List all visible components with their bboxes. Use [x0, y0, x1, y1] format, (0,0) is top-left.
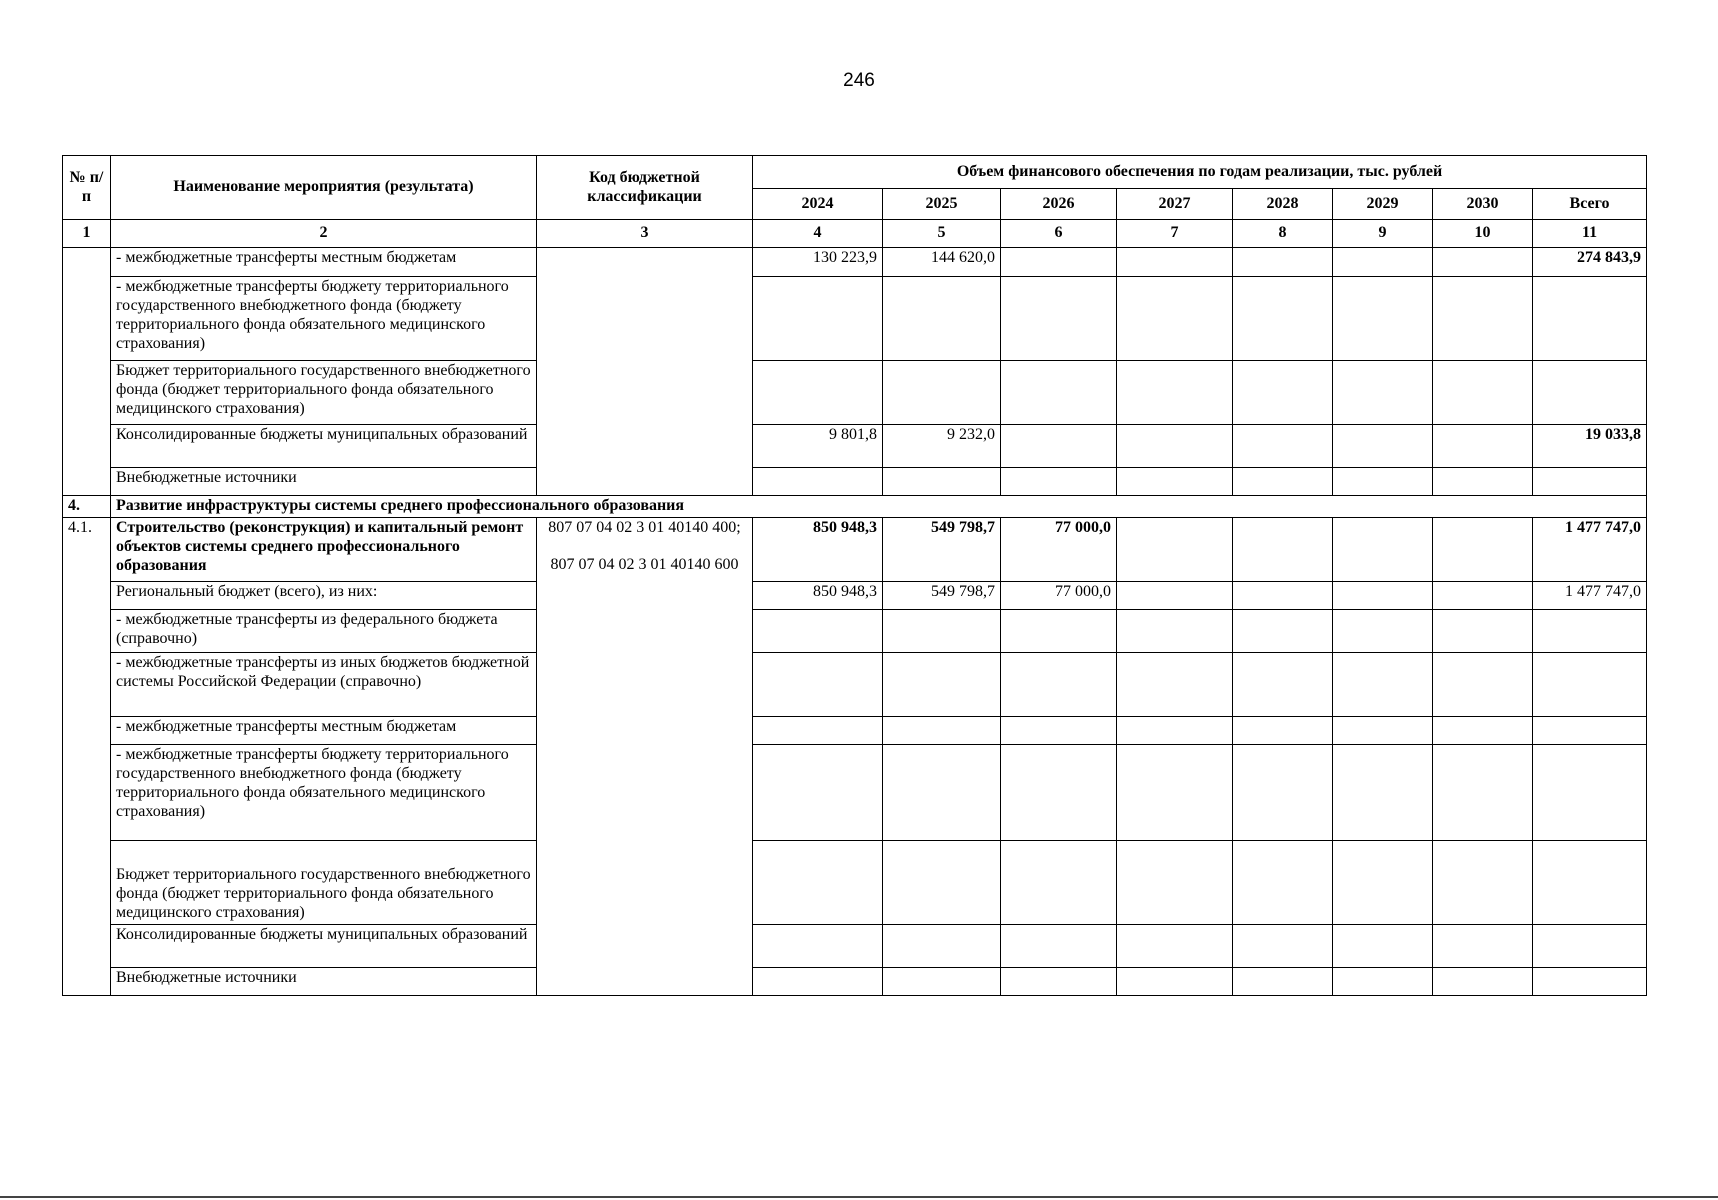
cell-2029 — [1333, 425, 1433, 468]
cell-total: 19 033,8 — [1533, 425, 1647, 468]
header-year: 2025 — [883, 189, 1001, 220]
cell-2030 — [1433, 609, 1533, 652]
cell-2026: 77 000,0 — [1001, 581, 1117, 609]
cell-total — [1533, 361, 1647, 425]
cell-2026 — [1001, 248, 1117, 277]
cell-2024 — [753, 277, 883, 361]
cell-2028 — [1233, 840, 1333, 924]
col-number: 7 — [1117, 220, 1233, 248]
cell-2025 — [883, 277, 1001, 361]
header-year: 2026 — [1001, 189, 1117, 220]
cell-2025 — [883, 609, 1001, 652]
cell-total — [1533, 277, 1647, 361]
cell-2029 — [1333, 361, 1433, 425]
cell-2029 — [1333, 652, 1433, 716]
cell-2028 — [1233, 581, 1333, 609]
col-number: 4 — [753, 220, 883, 248]
section-num: 4. — [63, 496, 111, 518]
table-row — [63, 652, 1647, 716]
table-row — [63, 277, 1647, 361]
cell-2026 — [1001, 468, 1117, 496]
cell-total — [1533, 716, 1647, 744]
row-name: Консолидированные бюджеты муниципальных образований — [111, 425, 537, 468]
cell-2030 — [1433, 716, 1533, 744]
cell-2029 — [1333, 609, 1433, 652]
cell-2027 — [1117, 361, 1233, 425]
table-row — [63, 425, 1647, 468]
cell-2030 — [1433, 248, 1533, 277]
cell-2026 — [1001, 652, 1117, 716]
table-row — [63, 609, 1647, 652]
cell-2030 — [1433, 967, 1533, 995]
header-code: Код бюджетной классификации — [537, 156, 753, 220]
cell-2024 — [753, 609, 883, 652]
cell-total: 1 477 747,0 — [1533, 517, 1647, 581]
cell-2027 — [1117, 425, 1233, 468]
cell-2030 — [1433, 277, 1533, 361]
section-title: Развитие инфраструктуры системы среднего профессионального образования — [111, 496, 1647, 518]
col-number: 6 — [1001, 220, 1117, 248]
cell-total: 1 477 747,0 — [1533, 581, 1647, 609]
cell-2024: 850 948,3 — [753, 517, 883, 581]
row-name: - межбюджетные трансферты бюджету территориального государственного внебюджетного фонда (бюджету территориального фонда обязательного медицинского страхования) — [111, 277, 537, 361]
cell-2028 — [1233, 517, 1333, 581]
cell-2028 — [1233, 609, 1333, 652]
row-name: Внебюджетные источники — [111, 967, 537, 995]
cell-2028 — [1233, 425, 1333, 468]
cell-2027 — [1117, 468, 1233, 496]
cell-2029 — [1333, 924, 1433, 967]
cell-2024: 130 223,9 — [753, 248, 883, 277]
cell-2030 — [1433, 581, 1533, 609]
row-code — [537, 517, 753, 995]
cell-2027 — [1117, 967, 1233, 995]
cell-2026 — [1001, 361, 1117, 425]
cell-total — [1533, 468, 1647, 496]
cell-2029 — [1333, 581, 1433, 609]
table-row — [63, 468, 1647, 496]
cell-2027 — [1117, 744, 1233, 840]
header-year: 2030 — [1433, 189, 1533, 220]
table-row — [63, 517, 1647, 581]
cell-2028 — [1233, 248, 1333, 277]
cell-2029 — [1333, 248, 1433, 277]
row-name: Бюджет территориального государственного внебюджетного фонда (бюджет территориального фонда обязательного медицинского страхования) — [111, 840, 537, 924]
cell-total — [1533, 924, 1647, 967]
cell-2024 — [753, 716, 883, 744]
row-code — [537, 248, 753, 496]
cell-2027 — [1117, 609, 1233, 652]
cell-2030 — [1433, 744, 1533, 840]
cell-2025 — [883, 840, 1001, 924]
cell-2024 — [753, 924, 883, 967]
cell-2030 — [1433, 361, 1533, 425]
cell-total — [1533, 967, 1647, 995]
scan-edge-line — [0, 1196, 1718, 1198]
cell-total — [1533, 652, 1647, 716]
cell-2025 — [883, 967, 1001, 995]
cell-2024 — [753, 361, 883, 425]
cell-2027 — [1117, 517, 1233, 581]
cell-2026: 77 000,0 — [1001, 517, 1117, 581]
cell-2030 — [1433, 652, 1533, 716]
page-number: 246 — [843, 70, 875, 91]
cell-2029 — [1333, 840, 1433, 924]
table-row — [63, 744, 1647, 840]
row-name: - межбюджетные трансферты из иных бюджетов бюджетной системы Российской Федерации (справочно) — [111, 652, 537, 716]
cell-2025 — [883, 744, 1001, 840]
row-name: Региональный бюджет (всего), из них: — [111, 581, 537, 609]
cell-2025 — [883, 652, 1001, 716]
table-row — [63, 716, 1647, 744]
financing-table — [62, 155, 1647, 996]
row-name: Бюджет территориального государственного внебюджетного фонда (бюджет территориального фонда обязательного медицинского страхования) — [111, 361, 537, 425]
cell-2029 — [1333, 967, 1433, 995]
cell-2027 — [1117, 581, 1233, 609]
cell-2028 — [1233, 744, 1333, 840]
cell-2030 — [1433, 468, 1533, 496]
cell-2030 — [1433, 517, 1533, 581]
cell-2030 — [1433, 425, 1533, 468]
row-name: - межбюджетные трансферты местным бюджетам — [111, 716, 537, 744]
cell-2027 — [1117, 840, 1233, 924]
cell-2024 — [753, 840, 883, 924]
row-name: - межбюджетные трансферты из федерального бюджета (справочно) — [111, 609, 537, 652]
cell-2026 — [1001, 277, 1117, 361]
section-row — [63, 496, 1647, 518]
cell-2028 — [1233, 652, 1333, 716]
cell-total: 274 843,9 — [1533, 248, 1647, 277]
cell-2029 — [1333, 517, 1433, 581]
cell-2028 — [1233, 277, 1333, 361]
col-number: 2 — [111, 220, 537, 248]
table-row — [63, 248, 1647, 277]
cell-2028 — [1233, 468, 1333, 496]
table-row — [63, 581, 1647, 609]
cell-2024 — [753, 652, 883, 716]
row-name: Консолидированные бюджеты муниципальных образований — [111, 924, 537, 967]
cell-2025: 144 620,0 — [883, 248, 1001, 277]
cell-2026 — [1001, 967, 1117, 995]
cell-2024: 9 801,8 — [753, 425, 883, 468]
cell-total — [1533, 609, 1647, 652]
col-number: 1 — [63, 220, 111, 248]
cell-2029 — [1333, 744, 1433, 840]
table-row — [63, 840, 1647, 924]
cell-2024: 850 948,3 — [753, 581, 883, 609]
cell-2029 — [1333, 468, 1433, 496]
row-name: Строительство (реконструкция) и капитальный ремонт объектов системы среднего профессионального образования — [111, 517, 537, 581]
cell-2028 — [1233, 716, 1333, 744]
cell-2029 — [1333, 716, 1433, 744]
header-year: 2029 — [1333, 189, 1433, 220]
cell-2025: 549 798,7 — [883, 517, 1001, 581]
header-year: 2028 — [1233, 189, 1333, 220]
cell-2024 — [753, 744, 883, 840]
col-number: 10 — [1433, 220, 1533, 248]
col-number: 11 — [1533, 220, 1647, 248]
table-row — [63, 967, 1647, 995]
header-name: Наименование мероприятия (результата) — [111, 156, 537, 220]
code-line: 807 07 04 02 3 01 40140 600 — [550, 555, 739, 573]
header-year: 2027 — [1117, 189, 1233, 220]
col-number: 8 — [1233, 220, 1333, 248]
header-total: Всего — [1533, 189, 1647, 220]
col-number: 3 — [537, 220, 753, 248]
cell-2030 — [1433, 840, 1533, 924]
cell-2026 — [1001, 924, 1117, 967]
cell-2028 — [1233, 361, 1333, 425]
col-number: 9 — [1333, 220, 1433, 248]
cell-2027 — [1117, 277, 1233, 361]
cell-total — [1533, 744, 1647, 840]
cell-2026 — [1001, 609, 1117, 652]
cell-total — [1533, 840, 1647, 924]
cell-2025 — [883, 361, 1001, 425]
cell-2026 — [1001, 716, 1117, 744]
cell-2025: 9 232,0 — [883, 425, 1001, 468]
row-name: Внебюджетные источники — [111, 468, 537, 496]
cell-2025: 549 798,7 — [883, 581, 1001, 609]
cell-2026 — [1001, 840, 1117, 924]
table-row — [63, 361, 1647, 425]
header-num: № п/п — [63, 156, 111, 220]
cell-2029 — [1333, 277, 1433, 361]
row-num: 4.1. — [63, 517, 111, 995]
cell-2027 — [1117, 924, 1233, 967]
header-volume: Объем финансового обеспечения по годам реализации, тыс. рублей — [753, 156, 1647, 189]
cell-2025 — [883, 468, 1001, 496]
cell-2028 — [1233, 967, 1333, 995]
cell-2026 — [1001, 425, 1117, 468]
cell-2027 — [1117, 652, 1233, 716]
row-name: - межбюджетные трансферты местным бюджетам — [111, 248, 537, 277]
row-num — [63, 248, 111, 496]
cell-2028 — [1233, 924, 1333, 967]
cell-2024 — [753, 967, 883, 995]
col-number: 5 — [883, 220, 1001, 248]
header-year: 2024 — [753, 189, 883, 220]
cell-2026 — [1001, 744, 1117, 840]
cell-2024 — [753, 468, 883, 496]
cell-2025 — [883, 716, 1001, 744]
cell-2030 — [1433, 924, 1533, 967]
cell-2025 — [883, 924, 1001, 967]
row-name: - межбюджетные трансферты бюджету территориального государственного внебюджетного фонда (бюджету территориального фонда обязательного медицинского страхования) — [111, 744, 537, 840]
code-line: 807 07 04 02 3 01 40140 400; — [548, 518, 741, 536]
table-row — [63, 924, 1647, 967]
cell-2027 — [1117, 716, 1233, 744]
cell-2027 — [1117, 248, 1233, 277]
